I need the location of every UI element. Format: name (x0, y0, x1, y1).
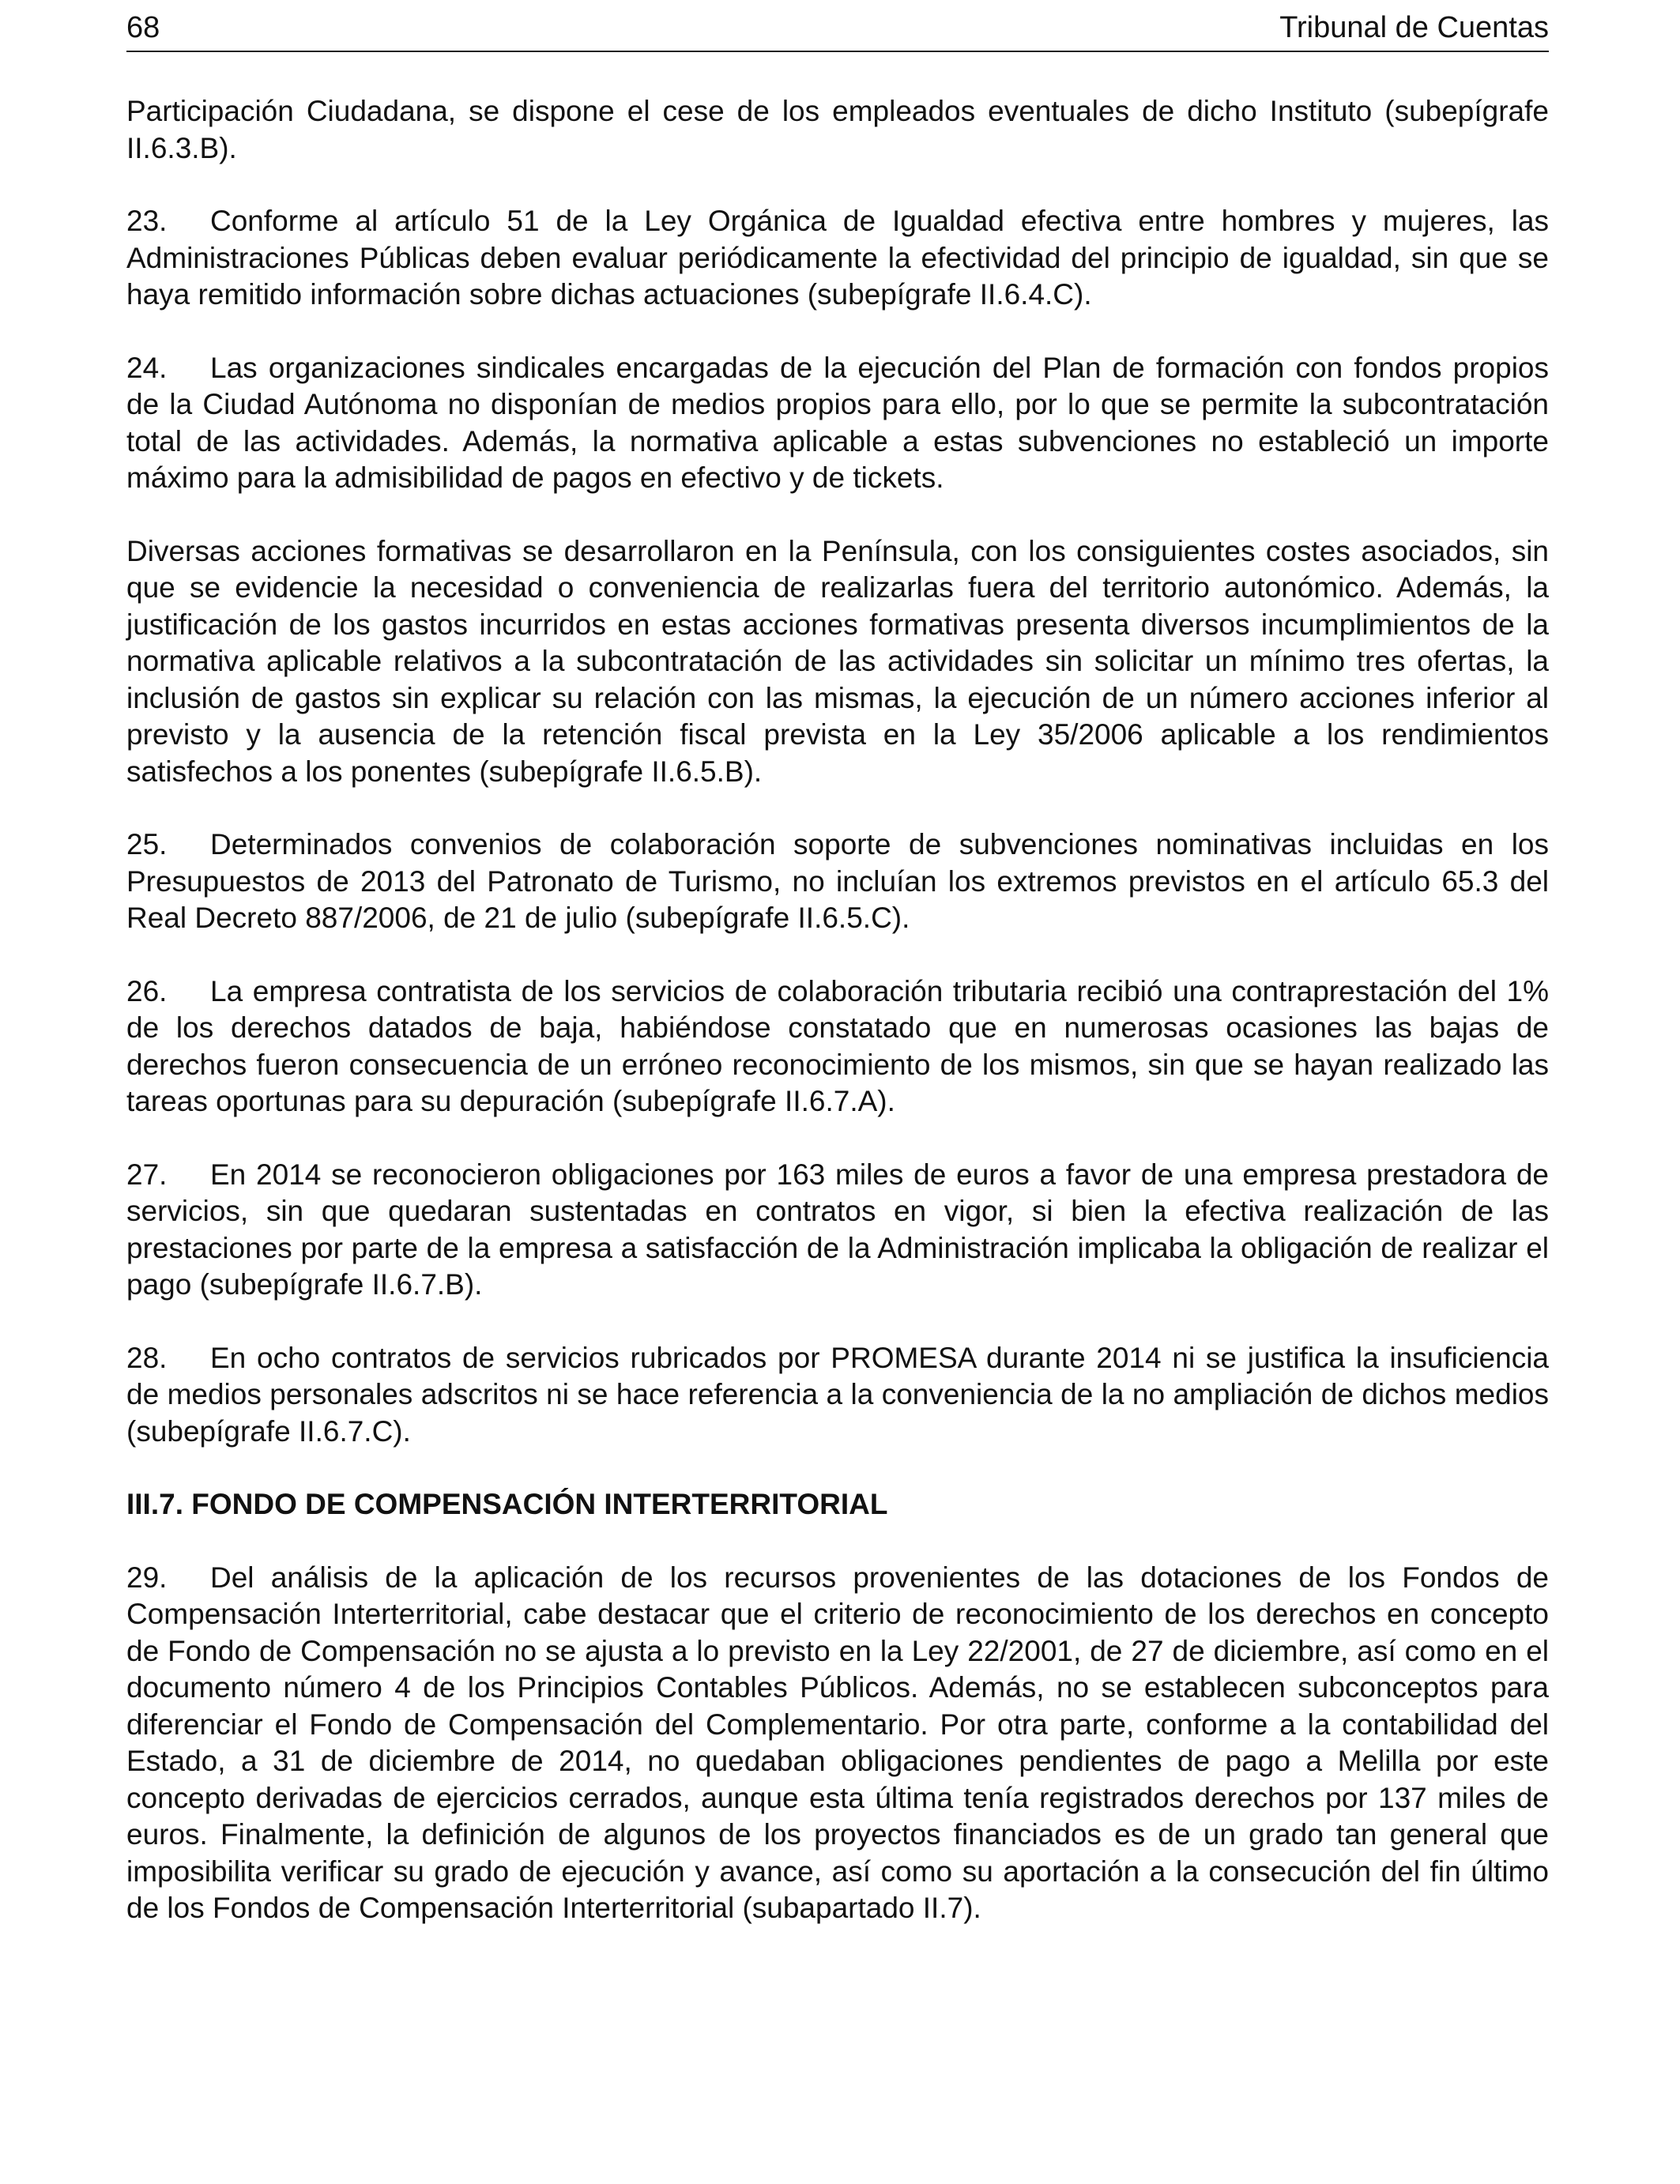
paragraph-text: En ocho contratos de servicios rubricados por PROMESA durante 2014 ni se justifica la insuficiencia de medios personales adscritos ni se hace referencia a la conveniencia de la no ampliación de dichos medios (subepígrafe II.6.7.C). (126, 1341, 1549, 1448)
paragraph-number: 28. (126, 1341, 168, 1374)
page-number: 68 (126, 11, 160, 44)
paragraph-text: Diversas acciones formativas se desarrollaron en la Península, con los consiguientes costes asociados, sin que se evidencie la necesidad o conveniencia de realizarlas fuera del territorio autonómico. Además, la justificación de los gastos incurridos en estas acciones formativas presenta diversos incumplimientos de la normativa aplicable relativos a la subcontratación de las actividades sin solicitar un mínimo tres ofertas, la inclusión de gastos sin explicar su relación con las mismas, la ejecución de un número acciones inferior al previsto y la ausencia de la retención fiscal prevista en la Ley 35/2006 aplicable a los rendimientos satisfechos a los ponentes (subepígrafe II.6.5.B). (126, 534, 1549, 788)
paragraph (126, 1157, 1549, 1304)
paragraph-number: 25. (126, 828, 168, 860)
page-header (126, 11, 1549, 52)
paragraph (126, 973, 1549, 1120)
paragraph-text: Participación Ciudadana, se dispone el cese de los empleados eventuales de dicho Instituto (subepígrafe II.6.3.B). (126, 95, 1549, 164)
paragraph (126, 533, 1549, 791)
paragraphs-after (126, 1560, 1549, 1927)
paragraph-text: En 2014 se reconocieron obligaciones por 163 miles de euros a favor de una empresa prestadora de servicios, sin que quedaran sustentadas en contratos en vigor, si bien la efectiva realización de las prestaciones por parte de la empresa a satisfacción de la Administración implicaba la obligación de realizar el pago (subepígrafe II.6.7.B). (126, 1158, 1549, 1301)
document-body (126, 93, 1549, 1964)
running-title: Tribunal de Cuentas (1279, 11, 1549, 44)
paragraph-text: Conforme al artículo 51 de la Ley Orgánica de Igualdad efectiva entre hombres y mujeres, las Administraciones Públicas deben evaluar periódicamente la efectividad del principio de igualdad, sin que se haya remitido información sobre dichas actuaciones (subepígrafe II.6.4.C). (126, 205, 1549, 311)
paragraph-number: 26. (126, 974, 168, 1007)
paragraph-number: 29. (126, 1561, 168, 1594)
section-heading: III.7. FONDO DE COMPENSACIÓN INTERTERRITORIAL (126, 1488, 888, 1520)
paragraph-text: La empresa contratista de los servicios de colaboración tributaria recibió una contraprestación del 1% de los derechos datados de baja, habiéndose constatado que en numerosas ocasiones las bajas de derechos fueron consecuencia de un erróneo reconocimiento de los mismos, sin que se hayan realizado las tareas oportunas para su depuración (subepígrafe II.6.7.A). (126, 974, 1549, 1117)
paragraph (126, 1560, 1549, 1927)
paragraph (126, 1340, 1549, 1451)
paragraph-text: Del análisis de la aplicación de los recursos provenientes de las dotaciones de los Fondos de Compensación Interterritorial, cabe destacar que el criterio de reconocimiento de los derechos en concepto de Fondo de Compensación no se ajusta a lo previsto en la Ley 22/2001, de 27 de diciembre, así como en el documento número 4 de los Principios Contables Públicos. Además, no se establecen subconceptos para diferenciar el Fondo de Compensación del Complementario. Por otra parte, conforme a la contabilidad del Estado, a 31 de diciembre de 2014, no quedaban obligaciones pendientes de pago a Melilla por este concepto derivadas de ejercicios cerrados, aunque esta última tenía registrados derechos por 137 miles de euros. Finalmente, la definición de algunos de los proyectos financiados es de un grado tan general que imposibilita verificar su grado de ejecución y avance, así como su aportación a la consecución del fin último de los Fondos de Compensación Interterritorial (subapartado II.7). (126, 1561, 1549, 1924)
paragraph-number: 27. (126, 1158, 168, 1191)
paragraph-text: Determinados convenios de colaboración soporte de subvenciones nominativas incluidas en los Presupuestos de 2013 del Patronato de Turismo, no incluían los extremos previstos en el artículo 65.3 del Real Decreto 887/2006, de 21 de julio (subepígrafe II.6.5.C). (126, 828, 1549, 934)
paragraph (126, 203, 1549, 314)
paragraph (126, 827, 1549, 937)
paragraph-number: 23. (126, 205, 168, 237)
paragraph-number: 24. (126, 351, 168, 384)
paragraph (126, 93, 1549, 167)
paragraph-text: Las organizaciones sindicales encargadas de la ejecución del Plan de formación con fondos propios de la Ciudad Autónoma no disponían de medios propios para ello, por lo que se permite la subcontratación total de las actividades. Además, la normativa aplicable a estas subvenciones no estableció un importe máximo para la admisibilidad de pagos en efectivo y de tickets. (126, 351, 1549, 494)
paragraph (126, 350, 1549, 497)
paragraphs-before (126, 93, 1549, 1450)
